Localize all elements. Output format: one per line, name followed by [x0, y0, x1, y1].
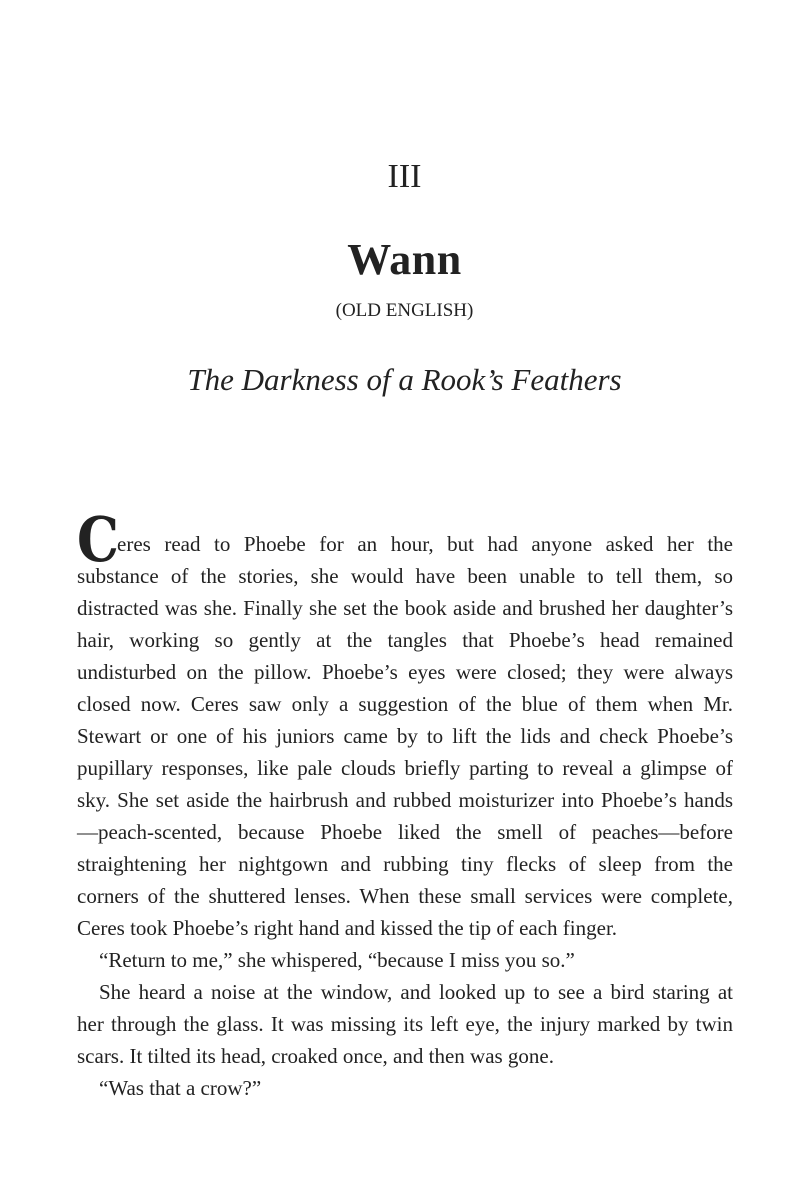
text-line-content: eres read to Phoebe for an hour, but had anyone asked her the [117, 532, 733, 556]
text-line [77, 624, 733, 656]
text-line-content: sky. She set aside the hairbrush and rubbed moisturizer into Phoebe’s hands [77, 788, 733, 812]
text-line [77, 560, 733, 592]
text-line-content: her through the glass. It was missing its left eye, the injury marked by twin [77, 1012, 733, 1036]
text-line [77, 656, 733, 688]
text-line-content: pupillary responses, like pale clouds briefly parting to reveal a glimpse of [77, 756, 733, 780]
text-line-content: substance of the stories, she would have been unable to tell them, so [77, 564, 733, 588]
text-line [77, 1008, 733, 1040]
text-line-content: distracted was she. Finally she set the book aside and brushed her daughter’s [77, 596, 733, 620]
text-line-content: She heard a noise at the window, and looked up to see a bird staring at [99, 980, 733, 1004]
text-line-content: —peach-scented, because Phoebe liked the smell of peaches—before [77, 820, 733, 844]
text-line [77, 720, 733, 752]
text-line-content: Ceres took Phoebe’s right hand and kissed the tip of each finger. [77, 916, 618, 940]
text-line [77, 752, 733, 784]
text-line-content: undisturbed on the pillow. Phoebe’s eyes were closed; they were always [77, 660, 733, 684]
chapter-title: Wann [347, 235, 462, 284]
body-text [77, 503, 733, 1104]
text-line [77, 1072, 733, 1104]
text-line [77, 912, 733, 944]
text-line [77, 976, 733, 1008]
text-line [77, 944, 733, 976]
text-line [77, 784, 733, 816]
text-line [77, 688, 733, 720]
text-line [77, 592, 733, 624]
text-line-content: “Return to me,” she whispered, “because I miss you so.” [99, 948, 575, 972]
text-line-content: Stewart or one of his juniors came by to lift the lids and check Phoebe’s [77, 724, 733, 748]
text-line-content: scars. It tilted its head, croaked once, and then was gone. [77, 1044, 555, 1068]
text-line [77, 880, 733, 912]
text-line-content: straightening her nightgown and rubbing tiny flecks of sleep from the [77, 852, 733, 876]
chapter-number: III [387, 158, 422, 195]
drop-cap: C [77, 503, 119, 576]
chapter-subtitle: The Darkness of a Rook’s Feathers [187, 362, 622, 397]
text-line-content: hair, working so gently at the tangles that Phoebe’s head remained [77, 628, 733, 652]
text-line-content: closed now. Ceres saw only a suggestion of the blue of them when Mr. [77, 692, 733, 716]
text-line-content: “Was that a crow?” [99, 1076, 262, 1100]
text-line-content: corners of the shuttered lenses. When these small services were complete, [77, 884, 733, 908]
chapter-language-note: (OLD ENGLISH) [335, 300, 474, 321]
text-line [77, 816, 733, 848]
text-line [77, 848, 733, 880]
text-line [77, 1040, 733, 1072]
